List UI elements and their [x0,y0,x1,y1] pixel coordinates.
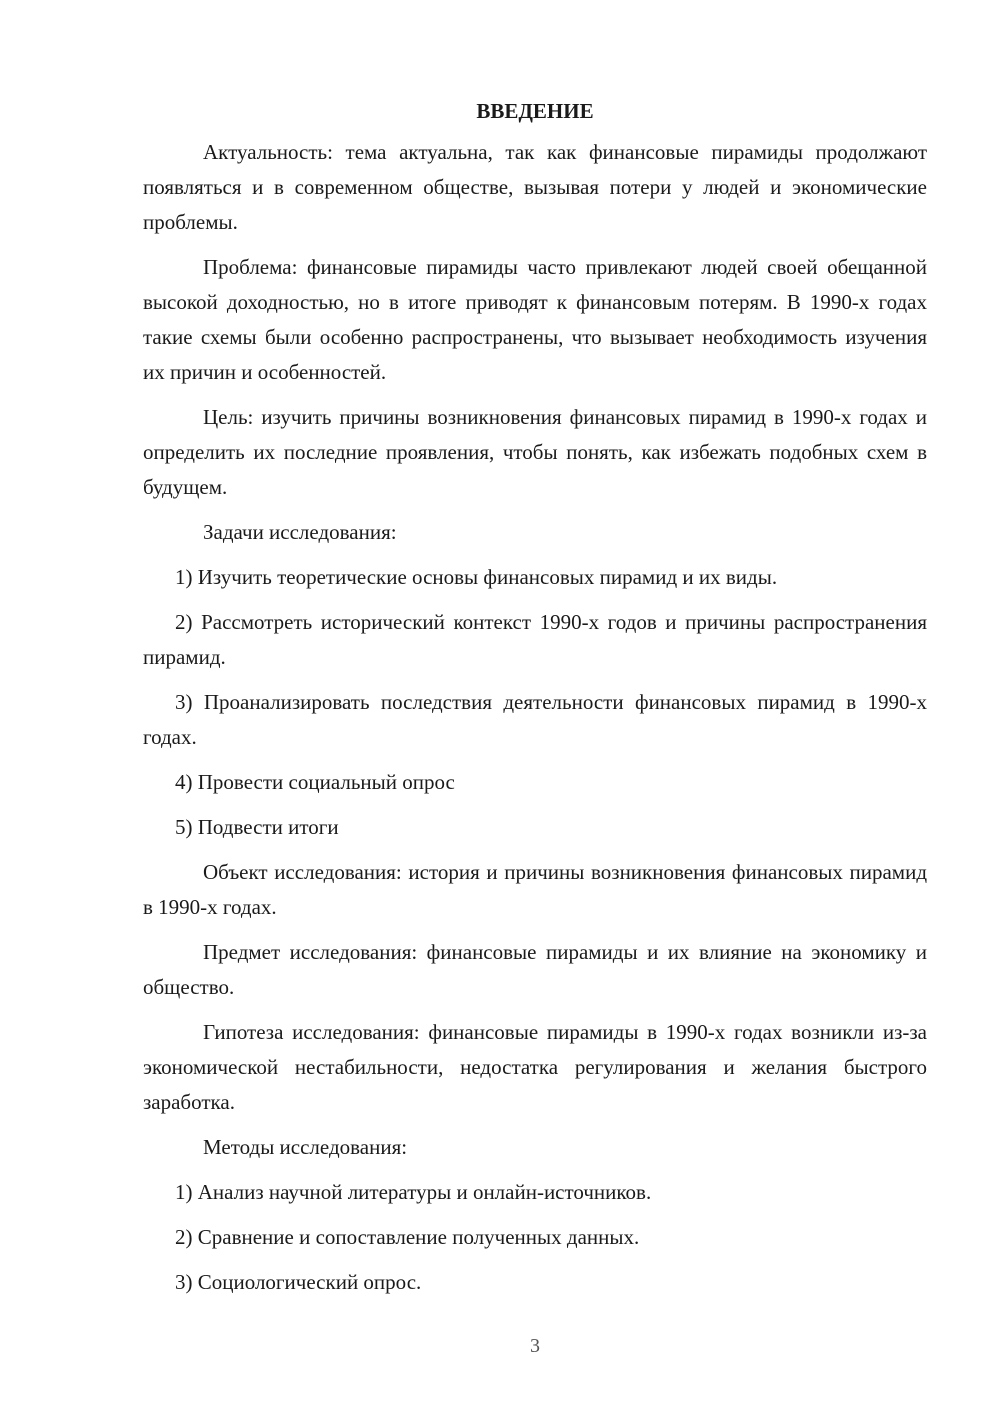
method-item: 2) Сравнение и сопоставление полученных данных. [175,1225,640,1249]
task-item: 3) Проанализировать последствия деятельности финансовых пирамид в 1990-х годах. [143,690,927,749]
document-page [143,96,927,1310]
task-item: 2) Рассмотреть исторический контекст 1990-х годов и причины распространения пирамид. [143,610,927,669]
method-item: 1) Анализ научной литературы и онлайн-источников. [175,1180,652,1204]
tasks-heading: Задачи исследования: [203,520,397,544]
method-item: 3) Социологический опрос. [175,1270,422,1294]
section-title: ВВЕДЕНИЕ [476,99,594,123]
task-item: 1) Изучить теоретические основы финансовых пирамид и их виды. [175,565,778,589]
page-number: 3 [530,1335,540,1357]
paragraph-goal: Цель: изучить причины возникновения финансовых пирамид в 1990-х годах и определить их последние проявления, чтобы понять, как избежать подобных схем в будущем. [143,405,927,499]
paragraph-object: Объект исследования: история и причины возникновения финансовых пирамид в 1990-х годах. [143,860,927,919]
methods-heading: Методы исследования: [203,1135,408,1159]
paragraph-problem: Проблема: финансовые пирамиды часто привлекают людей своей обещанной высокой доходностью, но в итоге приводят к финансовым потерям. В 1990-х годах такие схемы были особенно распространены, что вызывает необходимость изучения их причин и особенностей. [143,255,927,384]
task-item: 5) Подвести итоги [175,815,339,839]
paragraph-subject: Предмет исследования: финансовые пирамиды и их влияние на экономику и общество. [143,940,927,999]
paragraph-relevance: Актуальность: тема актуальна, так как финансовые пирамиды продолжают появляться и в современном обществе, вызывая потери у людей и экономические проблемы. [143,140,927,234]
paragraph-hypothesis: Гипотеза исследования: финансовые пирамиды в 1990-х годах возникли из-за экономической нестабильности, недостатка регулирования и желания быстрого заработка. [143,1020,927,1114]
task-item: 4) Провести социальный опрос [175,770,455,794]
